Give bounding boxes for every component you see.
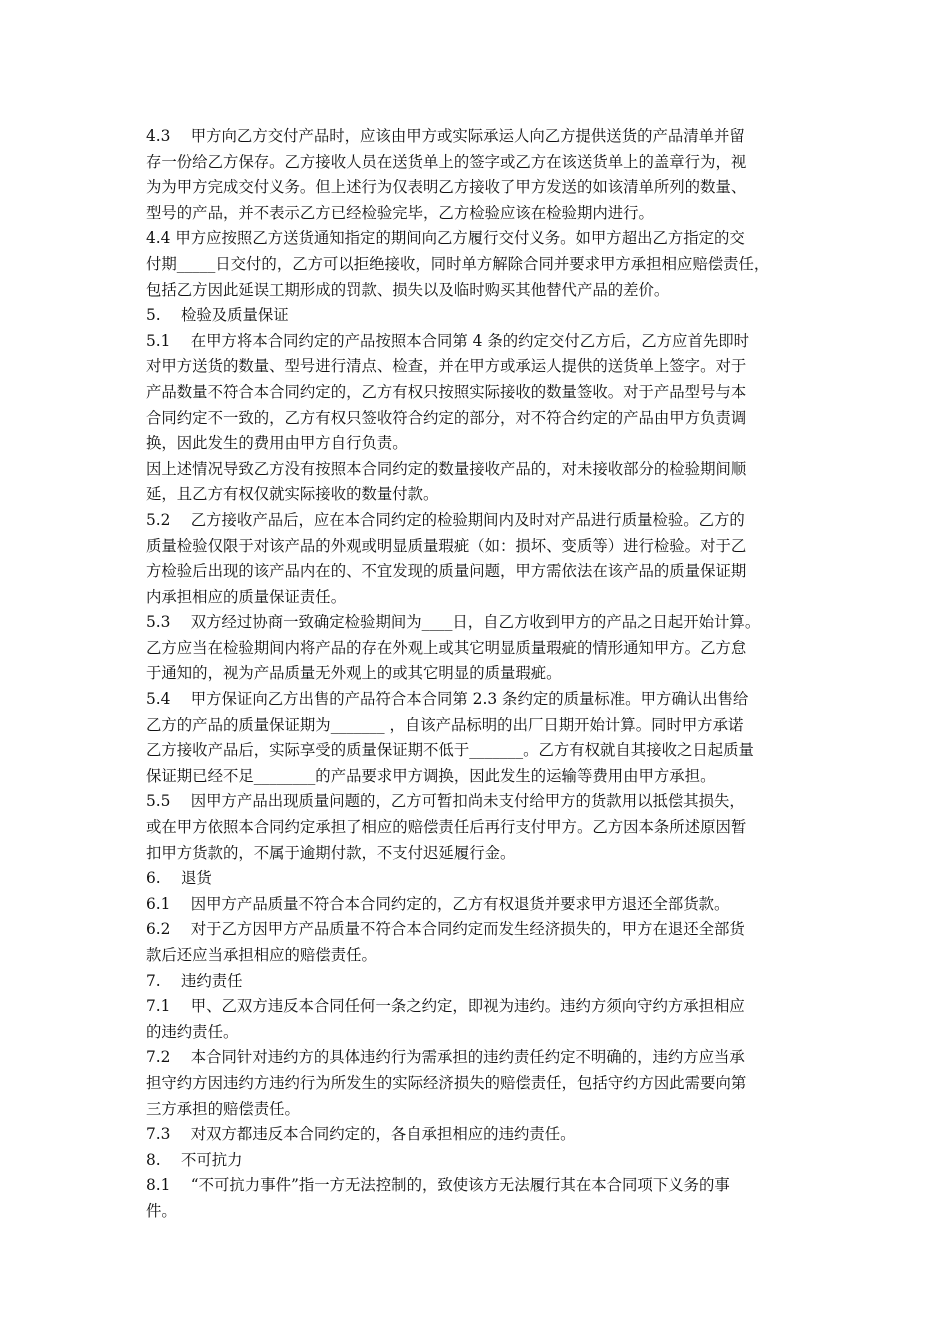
section-heading: 8. 不可抗力 [146, 1150, 243, 1169]
section-heading: 5. 检验及质量保证 [146, 306, 289, 325]
document-page [146, 124, 826, 1225]
text-line: 乙方的产品的质量保证期为_______ ，自该产品标明的出厂日期开始计算。同时甲方承诺 [146, 715, 744, 734]
text-line: 乙方接收产品后，实际享受的质量保证期不低于_______。乙方有权就自其接收之日起质量 [146, 741, 754, 760]
text-line: 7.3 对双方都违反本合同约定的，各自承担相应的违约责任。 [146, 1125, 576, 1144]
text-line: 担守约方因违约方违约行为所发生的实际经济损失的赔偿责任，包括守约方因此需要向第 [146, 1073, 747, 1092]
text-line: 为为甲方完成交付义务。但上述行为仅表明乙方接收了甲方发送的如该清单所列的数量、 [146, 178, 747, 197]
section-heading: 6. 退货 [146, 869, 212, 888]
text-line: 换，因此发生的费用由甲方自行负责。 [146, 434, 408, 453]
text-line: 5.2 乙方接收产品后，应在本合同约定的检验期间内及时对产品进行质量检验。乙方的 [146, 510, 745, 529]
text-line: 或在甲方依照本合同约定承担了相应的赔偿责任后再行支付甲方。乙方因本条所述原因暂 [146, 818, 747, 837]
text-line: 付期_____日交付的，乙方可以拒绝接收，同时单方解除合同并要求甲方承担相应赔偿责任， [146, 254, 770, 273]
text-line: 8.1 “不可抗力事件”指一方无法控制的，致使该方无法履行其在本合同项下义务的事 [146, 1176, 730, 1195]
text-line: 6.2 对于乙方因甲方产品质量不符合本合同约定而发生经济损失的，甲方在退还全部货 [146, 920, 745, 939]
text-line: 7.2 本合同针对违约方的具体违约行为需承担的违约责任约定不明确的，违约方应当承 [146, 1048, 745, 1067]
text-line: 7.1 甲、乙双方违反本合同任何一条之约定，即视为违约。违约方须向守约方承担相应 [146, 997, 745, 1016]
text-line: 方检验后出现的该产品内在的、不宜发现的质量问题，甲方需依法在该产品的质量保证期 [146, 562, 747, 581]
text-line: 因上述情况导致乙方没有按照本合同约定的数量接收产品的，对未接收部分的检验期间顺 [146, 459, 747, 478]
text-line: 5.4 甲方保证向乙方出售的产品符合本合同第 2.3 条约定的质量标准。甲方确认出售给 [146, 690, 749, 709]
text-line: 包括乙方因此延误工期形成的罚款、损失以及临时购买其他替代产品的差价。 [146, 280, 670, 299]
section-heading: 7. 违约责任 [146, 971, 243, 990]
text-line: 6.1 因甲方产品质量不符合本合同约定的，乙方有权退货并要求甲方退还全部货款。 [146, 894, 730, 913]
text-line: 产品数量不符合本合同约定的，乙方有权只按照实际接收的数量签收。对于产品型号与本 [146, 382, 747, 401]
text-line: 5.3 双方经过协商一致确定检验期间为____日，自乙方收到甲方的产品之日起开始计算。 [146, 613, 761, 632]
text-line: 乙方应当在检验期间内将产品的存在外观上或其它明显质量瑕疵的情形通知甲方。乙方怠 [146, 638, 747, 657]
text-line: 件。 [146, 1201, 177, 1220]
text-line: 内承担相应的质量保证责任。 [146, 587, 347, 606]
text-line: 合同约定不一致的，乙方有权只签收符合约定的部分，对不符合约定的产品由甲方负责调 [146, 408, 747, 427]
text-line: 5.1 在甲方将本合同约定的产品按照本合同第 4 条的约定交付乙方后，乙方应首先即时 [146, 331, 750, 350]
text-line: 型号的产品，并不表示乙方已经检验完毕，乙方检验应该在检验期内进行。 [146, 203, 654, 222]
text-line: 4.4 甲方应按照乙方送货通知指定的期间向乙方履行交付义务。如甲方超出乙方指定的交 [146, 229, 745, 248]
text-line: 质量检验仅限于对该产品的外观或明显质量瑕疵（如：损坏、变质等）进行检验。对于乙 [146, 536, 747, 555]
text-line: 的违约责任。 [146, 1022, 239, 1041]
text-line: 5.5 因甲方产品出现质量问题的，乙方可暂扣尚未支付给甲方的货款用以抵偿其损失， [146, 792, 745, 811]
text-line: 三方承担的赔偿责任。 [146, 1099, 300, 1118]
text-line: 保证期已经不足________的产品要求甲方调换，因此发生的运输等费用由甲方承担。 [146, 766, 716, 785]
text-line: 存一份给乙方保存。乙方接收人员在送货单上的签字或乙方在该送货单上的盖章行为，视 [146, 152, 747, 171]
text-line: 于通知的，视为产品质量无外观上的或其它明显的质量瑕疵。 [146, 664, 562, 683]
text-line: 扣甲方货款的，不属于逾期付款，不支付迟延履行金。 [146, 843, 516, 862]
text-line: 款后还应当承担相应的赔偿责任。 [146, 946, 377, 964]
text-line: 4.3 甲方向乙方交付产品时，应该由甲方或实际承运人向乙方提供送货的产品清单并留 [146, 127, 745, 145]
text-line: 对甲方送货的数量、型号进行清点、检查，并在甲方或承运人提供的送货单上签字。对于 [146, 357, 747, 376]
text-line: 延，且乙方有权仅就实际接收的数量付款。 [146, 485, 439, 504]
